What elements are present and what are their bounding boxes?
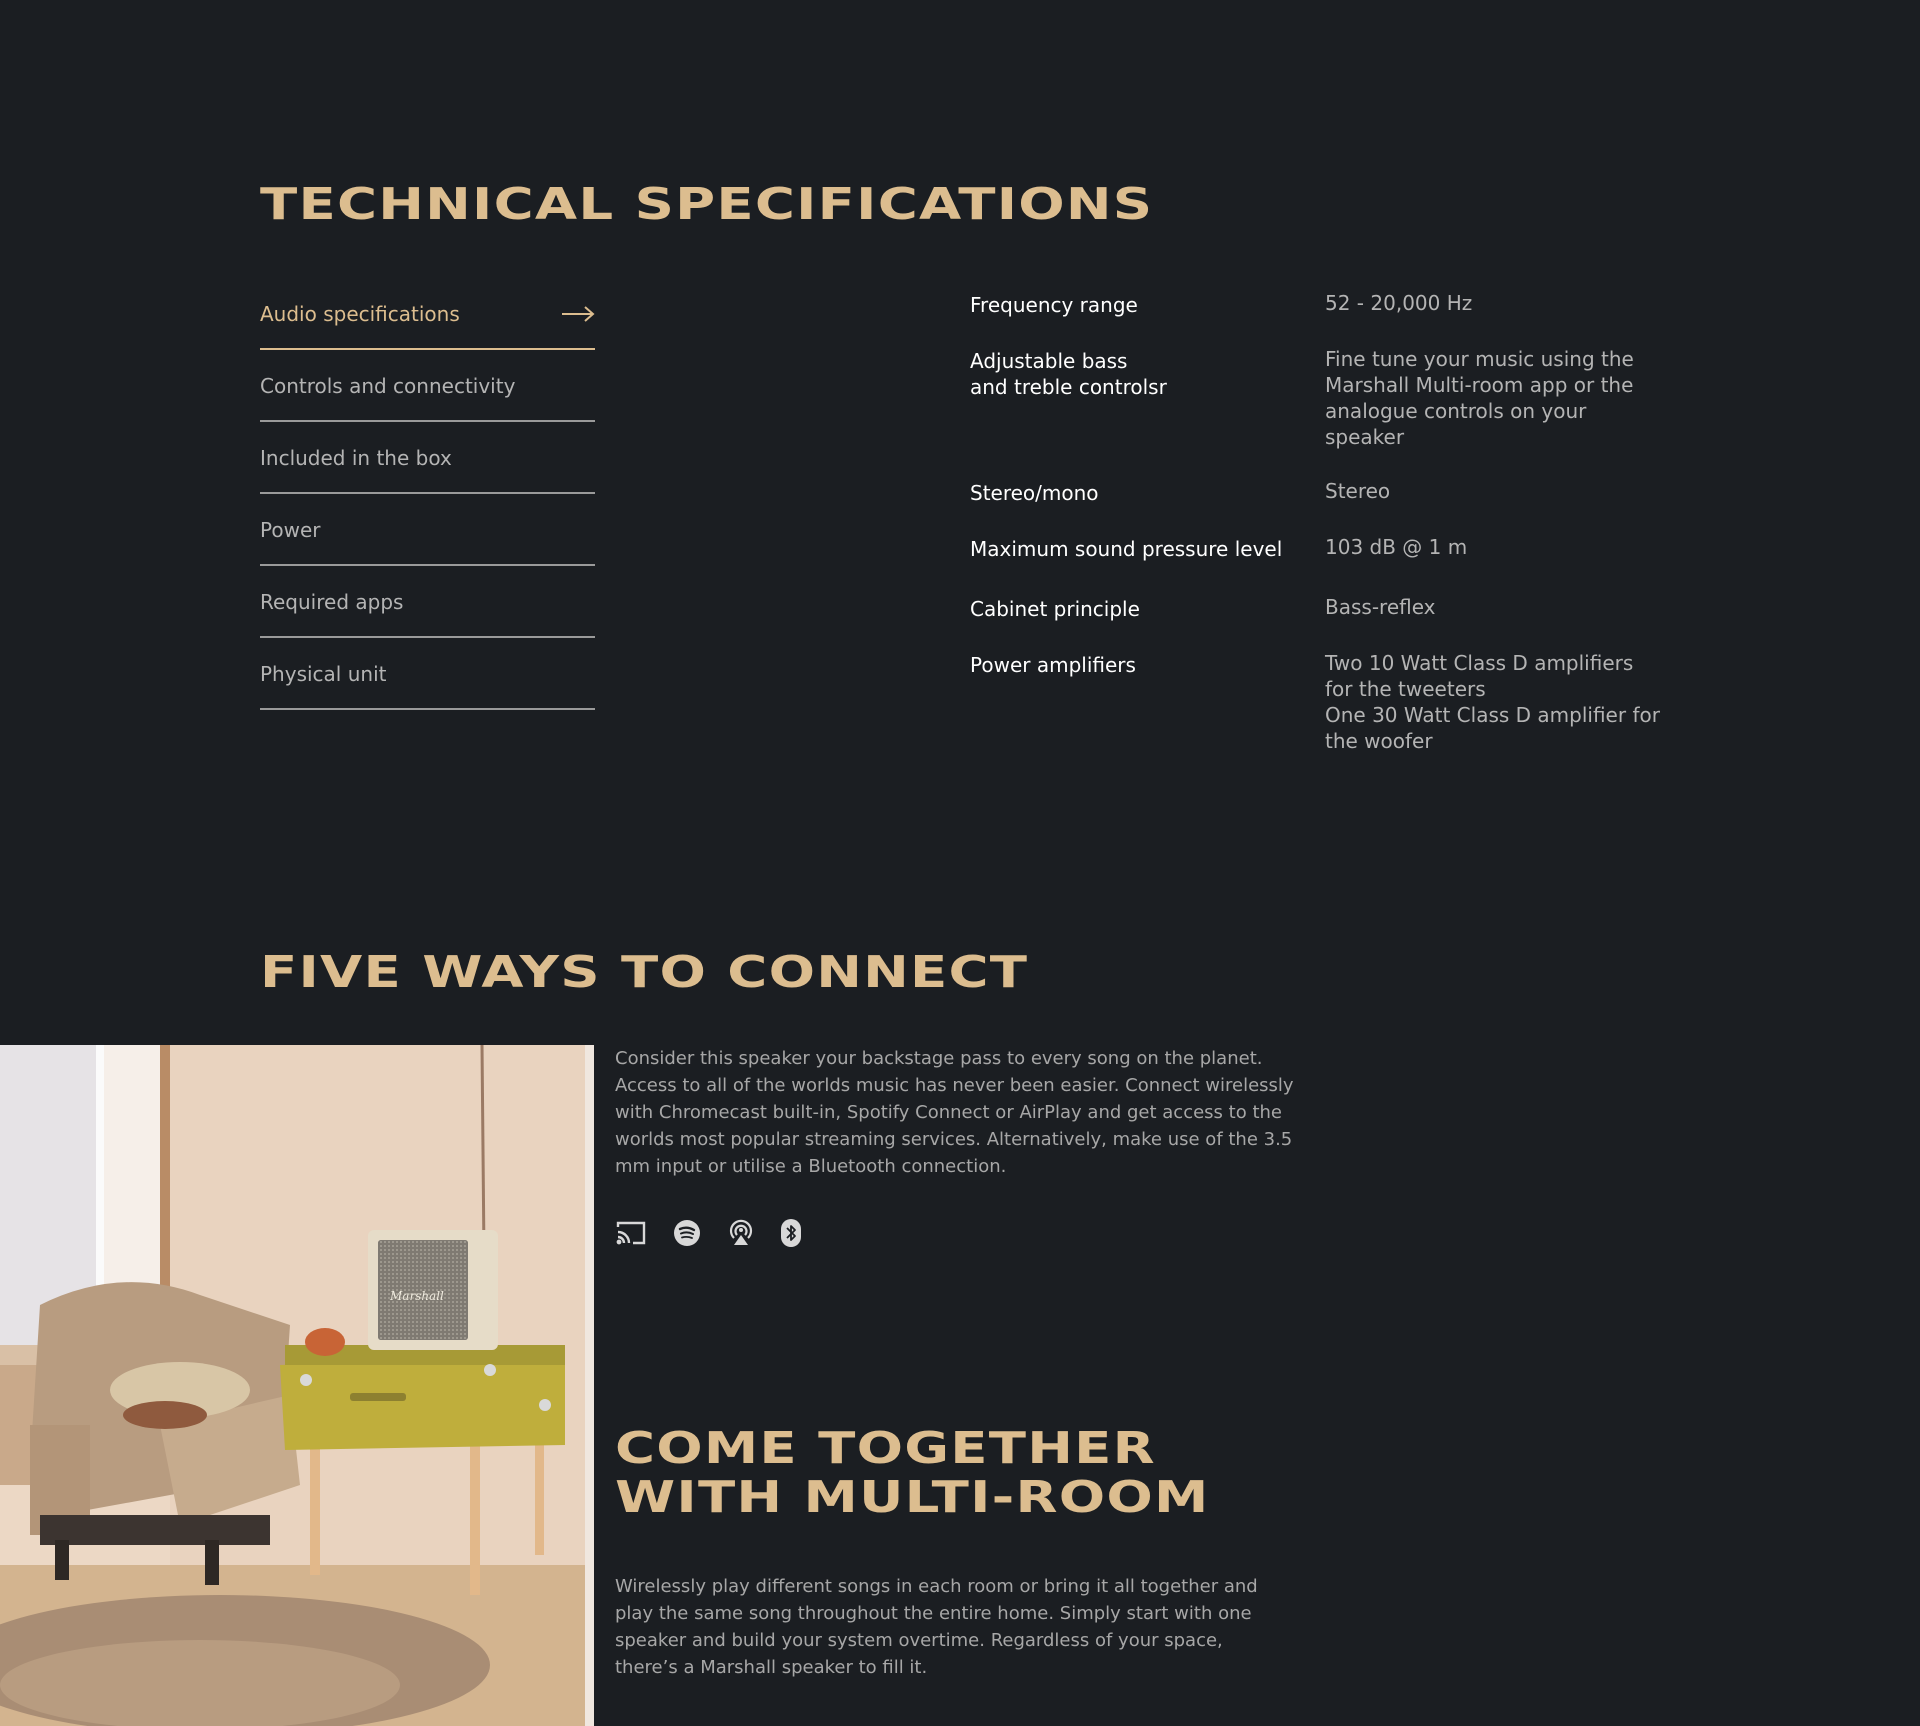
tab-label: Physical unit: [260, 662, 387, 686]
speaker-logo: Marshall: [390, 1289, 444, 1303]
bluetooth-icon: [781, 1219, 801, 1247]
spec-row: [970, 346, 1670, 450]
multi-room-description: Wirelessly play different songs in each room or bring it all together and play the same song throughout the entire home. Simply start with one speaker and build your system overtime. Regardless of your space, there’s a Marshall speaker to fill it.: [615, 1576, 1258, 1678]
tab-audio-specifications[interactable]: [260, 280, 595, 350]
spec-value: 103 dB @ 1 m: [1325, 535, 1468, 559]
spec-name: Stereo/mono: [970, 481, 1099, 505]
connect-icons: [615, 1218, 801, 1248]
tab-controls-and-connectivity[interactable]: [260, 352, 595, 422]
spec-row: [970, 478, 1670, 506]
multi-room-title: COME TOGETHER WITH MULTI-ROOM: [615, 1423, 1210, 1524]
tab-label: Power: [260, 518, 321, 542]
spec-value: 52 - 20,000 Hz: [1325, 291, 1473, 315]
tab-label: Controls and connectivity: [260, 374, 516, 398]
spec-name: Frequency range: [970, 293, 1138, 317]
room-illustration: [0, 1045, 594, 1726]
spec-value: Bass-reflex: [1325, 595, 1436, 619]
spotify-icon: [673, 1219, 701, 1247]
spec-tabs: [260, 280, 595, 712]
room-photo: [0, 1045, 594, 1726]
tech-specs-title: TECHNICAL SPECIFICATIONS: [260, 179, 1154, 230]
spec-list: [970, 290, 1670, 782]
spec-value: Stereo: [1325, 479, 1391, 503]
tab-label: Required apps: [260, 590, 404, 614]
airplay-icon: [727, 1218, 755, 1248]
spec-value: Fine tune your music using the Marshall Multi-room app or the analogue controls on your speaker: [1325, 347, 1634, 449]
tab-power[interactable]: [260, 496, 595, 566]
tab-physical-unit[interactable]: [260, 640, 595, 710]
tab-required-apps[interactable]: [260, 568, 595, 638]
five-ways-title: FIVE WAYS TO CONNECT: [260, 947, 1029, 998]
spec-name: Cabinet principle: [970, 597, 1140, 621]
tab-label: Audio specifications: [260, 302, 460, 326]
connect-description: Consider this speaker your backstage pass to every song on the planet. Access to all of the worlds music has never been easier. Connect wirelessly with Chromecast built-in, Spotify Connect or AirPlay and get access to the worlds most popular streaming services. Alternatively, make use of the 3.5 mm input or utilise a Bluetooth connection.: [615, 1048, 1294, 1177]
tab-label: Included in the box: [260, 446, 452, 470]
spec-name: Maximum sound pressure level: [970, 537, 1283, 561]
arrow-right-icon: [561, 305, 595, 323]
spec-row: [970, 534, 1670, 562]
spec-value: Two 10 Watt Class D amplifiers for the tweeters One 30 Watt Class D amplifier for the woofer: [1325, 651, 1660, 753]
spec-name: Power amplifiers: [970, 653, 1136, 677]
spec-row: [970, 290, 1670, 318]
spec-row: [970, 650, 1670, 754]
tab-included-in-the-box[interactable]: [260, 424, 595, 494]
spec-name: Adjustable bass and treble controlsr: [970, 349, 1167, 399]
chromecast-icon: [615, 1219, 647, 1247]
spec-row: [970, 594, 1670, 622]
